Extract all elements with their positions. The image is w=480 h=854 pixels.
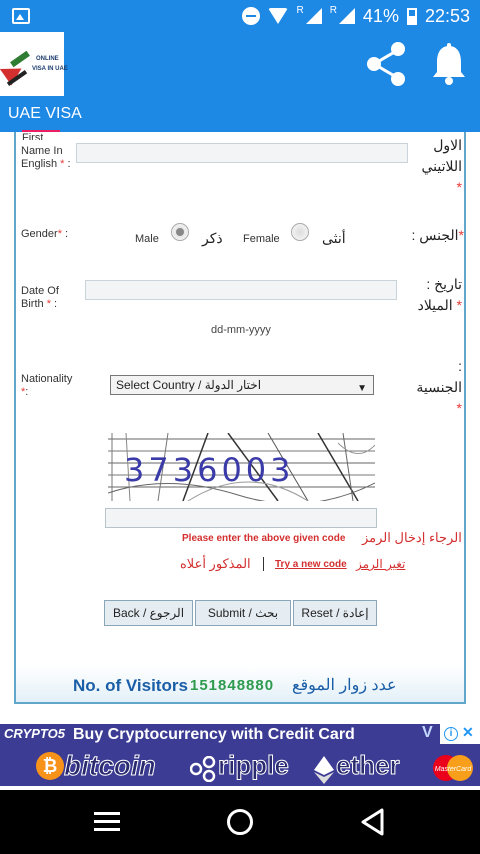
- status-bar: [0, 0, 480, 32]
- clock: 22:53: [424, 5, 470, 26]
- first-name-label-cut: [22, 132, 43, 140]
- captcha-image: [108, 433, 375, 501]
- back-button[interactable]: Back / الرجوع: [104, 600, 193, 626]
- dob-label: [21, 285, 59, 311]
- image-icon: [12, 8, 30, 24]
- sim2-label: R: [329, 5, 337, 16]
- nationality-label: [21, 373, 72, 399]
- nationality-select[interactable]: [110, 375, 374, 395]
- female-label-ar: أنثى: [322, 230, 346, 246]
- first-name-label-ar-line2: اللاتيني: [421, 158, 462, 174]
- required-marker: *: [456, 179, 462, 195]
- signal-icon: [306, 8, 322, 24]
- menu-icon[interactable]: [94, 810, 120, 834]
- male-radio[interactable]: [171, 223, 189, 241]
- ripple-icon: [190, 756, 216, 782]
- ad-bitcoin-text: bitcoin: [64, 750, 156, 781]
- dob-label-ar-line2: الميلاد: [417, 297, 453, 313]
- logo-text-line2: VISA IN UAE: [32, 66, 68, 72]
- captcha-instruction-ar-line2: المذكور أعلاه: [180, 556, 251, 571]
- bitcoin-icon: ₿: [36, 752, 64, 780]
- nationality-label-ar: [404, 356, 462, 419]
- required-marker: *: [60, 158, 65, 170]
- ad-ether-text: ether: [336, 750, 400, 780]
- back-icon[interactable]: [360, 808, 386, 836]
- female-label: Female: [243, 233, 280, 245]
- nationality-selected-value: Select Country / اختار الدولة: [116, 378, 262, 392]
- label-colon: :: [54, 298, 58, 310]
- required-marker: *: [46, 298, 51, 310]
- first-name-label-cut-text: First: [22, 132, 44, 140]
- first-name-label-line2: English: [21, 158, 58, 170]
- captcha-code-text: 3736003: [124, 451, 295, 489]
- home-icon[interactable]: [227, 809, 253, 835]
- gender-label: [21, 228, 68, 241]
- female-radio[interactable]: [291, 223, 309, 241]
- first-name-input[interactable]: [76, 143, 408, 163]
- visitors-count: 151848880: [190, 677, 275, 694]
- mastercard-text: MasterCard: [434, 766, 472, 773]
- new-code-link-ar[interactable]: تغير الرمز: [356, 557, 406, 571]
- captcha-input[interactable]: [105, 508, 377, 528]
- new-code-link[interactable]: Try a new code: [275, 559, 347, 570]
- signal-icon: [339, 8, 355, 24]
- logo-text-line1: ONLINE: [36, 56, 59, 62]
- visitors-label-ar: عدد زوار الموقع: [292, 677, 397, 694]
- required-marker: *: [57, 228, 62, 240]
- ad-headline: Buy Cryptocurrency with Credit Card: [73, 726, 355, 743]
- gender-label-text: Gender: [21, 228, 58, 240]
- ad-brand: CRYPTO5: [4, 726, 65, 741]
- required-marker: *: [456, 400, 462, 416]
- required-marker: *: [21, 386, 26, 398]
- ethereum-icon: [314, 756, 334, 784]
- bell-icon[interactable]: [430, 42, 468, 86]
- separator: [263, 557, 264, 571]
- captcha-instruction-ar: الرجاء إدخال الرمز: [362, 530, 462, 545]
- ad-info-icon[interactable]: i: [444, 727, 458, 741]
- nationality-label-text: Nationality: [21, 373, 73, 385]
- captcha-instruction: Please enter the above given code: [182, 533, 346, 544]
- gender-label-ar: [404, 225, 464, 246]
- dob-label-line2: Birth: [21, 298, 44, 310]
- dob-label-line1: Date Of: [21, 285, 59, 297]
- nationality-label-ar-colon: :: [458, 358, 462, 374]
- mastercard-icon: [430, 754, 476, 782]
- share-icon[interactable]: [364, 40, 408, 88]
- reset-button[interactable]: Reset / إعادة: [293, 600, 377, 626]
- first-name-label-ar-line1: الاول: [433, 137, 462, 153]
- label-colon: :: [25, 386, 29, 398]
- dropdown-arrow-icon: ▼: [357, 383, 367, 394]
- label-colon: :: [67, 158, 71, 170]
- ad-close-icon[interactable]: ✕: [462, 724, 474, 740]
- wifi-icon: [268, 8, 288, 24]
- dob-label-ar: [404, 274, 462, 316]
- label-colon: :: [65, 228, 69, 240]
- gender-label-ar-text: الجنس :: [411, 227, 459, 243]
- dob-format-hint: dd-mm-yyyy: [211, 324, 271, 336]
- sim1-label: R: [296, 5, 304, 16]
- visitors-label: No. of Visitors: [73, 676, 188, 695]
- ad-ripple-text: ripple: [218, 750, 289, 780]
- ad-banner[interactable]: [0, 724, 480, 786]
- dob-label-ar-line1: تاريخ :: [426, 276, 462, 292]
- required-marker: *: [458, 227, 464, 243]
- app-title: UAE VISA: [8, 105, 82, 122]
- nationality-label-ar-text: الجنسية: [416, 379, 462, 395]
- dob-input[interactable]: [85, 280, 397, 300]
- battery-percent: 41%: [362, 5, 399, 26]
- submit-button[interactable]: Submit / بحث: [195, 600, 291, 626]
- male-label-ar: ذكر: [202, 230, 223, 246]
- battery-icon: [407, 8, 417, 25]
- first-name-label-ar: [410, 135, 462, 198]
- required-marker: *: [456, 297, 462, 313]
- dnd-icon: [242, 7, 260, 25]
- first-name-label: [21, 145, 71, 171]
- app-logo[interactable]: [0, 32, 68, 96]
- male-label: Male: [135, 233, 159, 245]
- first-name-label-line1: Name In: [21, 145, 63, 157]
- ad-v-letter: V: [422, 724, 433, 741]
